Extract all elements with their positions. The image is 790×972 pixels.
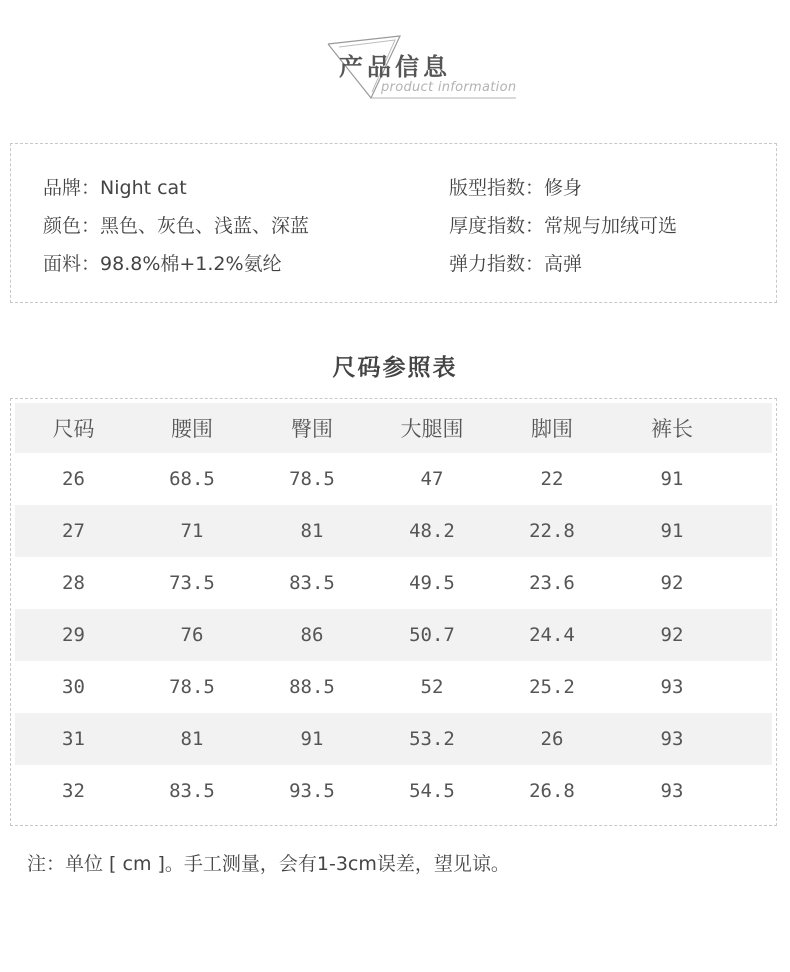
- info-value: 98.8%棉+1.2%氨纶: [100, 253, 282, 275]
- product-info-header: [0, 0, 790, 120]
- info-label: 弹力指数：: [449, 253, 545, 275]
- table-cell: 92: [660, 572, 684, 594]
- table-cell: 48.2: [409, 520, 455, 542]
- table-row: [15, 505, 772, 557]
- info-label: 面料：: [43, 253, 101, 275]
- column-header: 裤长: [651, 417, 693, 441]
- table-cell: 83.5: [169, 780, 215, 802]
- table-row: [15, 609, 772, 661]
- column-header: 尺码: [52, 417, 95, 441]
- table-cell: 22: [540, 468, 564, 490]
- section-title: 产品信息: [339, 53, 451, 81]
- table-cell: 81: [180, 728, 204, 750]
- table-cell: 81: [300, 520, 324, 542]
- table-cell: 23.6: [529, 572, 575, 594]
- table-row: [15, 661, 772, 713]
- column-header: 脚围: [531, 417, 573, 441]
- table-cell: 78.5: [169, 676, 215, 698]
- table-cell: 68.5: [169, 468, 215, 490]
- info-value: Night cat: [100, 177, 187, 199]
- table-cell: 91: [660, 520, 684, 542]
- table-cell: 27: [62, 520, 85, 542]
- table-row: [15, 765, 772, 817]
- table-cell: 53.2: [409, 728, 455, 750]
- table-cell: 47: [420, 468, 444, 490]
- table-cell: 54.5: [409, 780, 455, 802]
- table-cell: 29: [62, 624, 85, 646]
- table-cell: 50.7: [409, 624, 455, 646]
- column-header: 臀围: [291, 417, 333, 441]
- info-value: 高弹: [544, 253, 583, 275]
- table-cell: 32: [62, 780, 85, 802]
- table-cell: 22.8: [529, 520, 575, 542]
- info-value: 常规与加绒可选: [544, 215, 678, 237]
- table-cell: 52: [420, 676, 444, 698]
- table-cell: 49.5: [409, 572, 455, 594]
- info-thickness: [449, 214, 677, 238]
- info-elasticity: [449, 252, 582, 276]
- table-cell: 92: [660, 624, 684, 646]
- table-cell: 78.5: [289, 468, 335, 490]
- column-header: 大腿围: [400, 417, 464, 441]
- table-cell: 24.4: [529, 624, 575, 646]
- section-subtitle: product information: [381, 80, 517, 95]
- table-cell: 28: [62, 572, 85, 594]
- table-cell: 93: [660, 676, 684, 698]
- table-cell: 93: [660, 728, 684, 750]
- table-cell: 71: [180, 520, 204, 542]
- table-cell: 88.5: [289, 676, 335, 698]
- product-info-box: [10, 143, 777, 303]
- table-cell: 25.2: [529, 676, 575, 698]
- table-cell: 26: [62, 468, 85, 490]
- table-cell: 26.8: [529, 780, 575, 802]
- table-cell: 73.5: [169, 572, 215, 594]
- table-cell: 83.5: [289, 572, 335, 594]
- info-fit: [449, 176, 582, 200]
- table-cell: 93.5: [289, 780, 335, 802]
- table-row: [15, 557, 772, 609]
- info-color: [43, 214, 309, 238]
- size-chart-table: [10, 398, 777, 826]
- info-label: 版型指数：: [449, 177, 545, 199]
- table-row: [15, 713, 772, 765]
- info-label: 颜色：: [43, 215, 101, 237]
- info-value: 修身: [544, 177, 583, 199]
- info-brand: [43, 176, 187, 200]
- table-cell: 91: [300, 728, 324, 750]
- table-cell: 31: [62, 728, 85, 750]
- info-label: 品牌：: [43, 177, 101, 199]
- table-header-row: [15, 403, 772, 453]
- measurement-note: 注：单位 [ cm ]。手工测量，会有1-3cm误差，望见谅。: [27, 853, 510, 875]
- table-cell: 86: [300, 624, 324, 646]
- info-fabric: [43, 252, 282, 276]
- info-label: 厚度指数：: [449, 215, 545, 237]
- table-cell: 91: [660, 468, 684, 490]
- table-row: [15, 453, 772, 505]
- table-cell: 26: [540, 728, 564, 750]
- column-header: 腰围: [171, 417, 213, 441]
- table-cell: 93: [660, 780, 684, 802]
- table-cell: 30: [62, 676, 85, 698]
- info-value: 黑色、灰色、浅蓝、深蓝: [100, 215, 310, 237]
- size-chart-title: 尺码参照表: [332, 355, 458, 381]
- table-cell: 76: [180, 624, 204, 646]
